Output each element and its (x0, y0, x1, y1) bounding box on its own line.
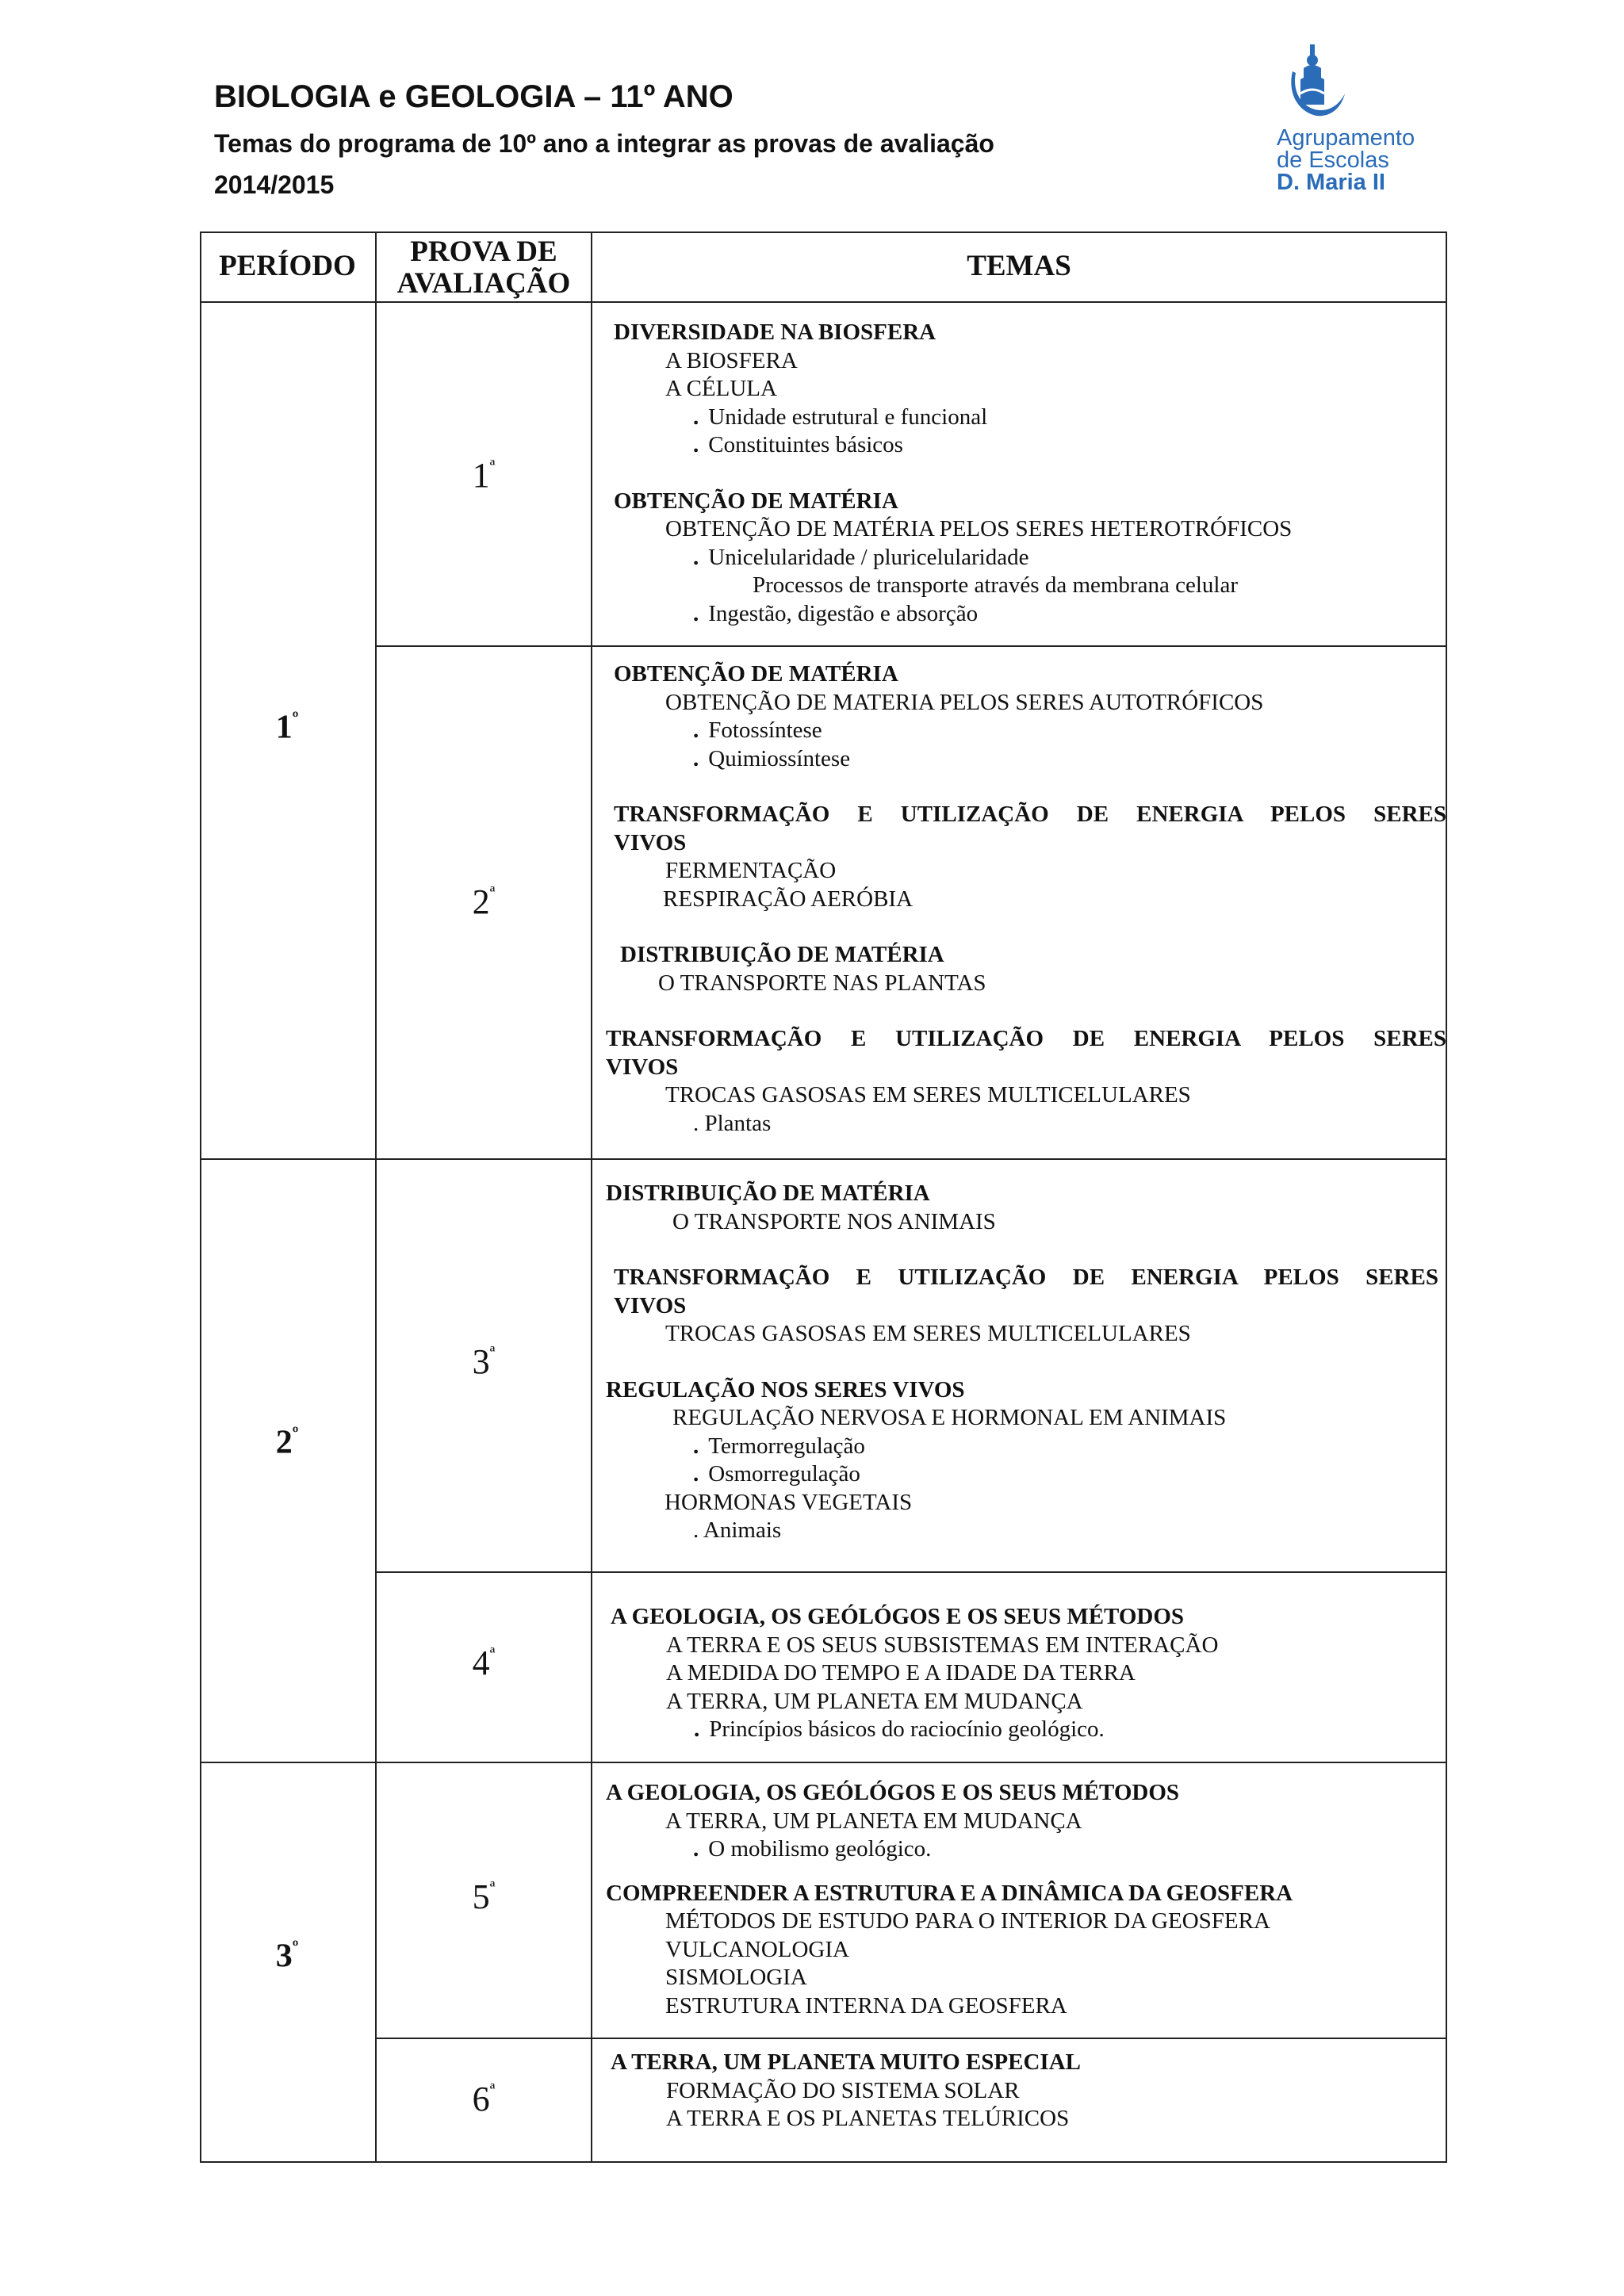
tema-subitem-text: Constituintes básicos (708, 432, 903, 457)
ordinal-suffix: º (292, 1422, 299, 1443)
prova-4-number: $4^ª$ (472, 1643, 496, 1682)
header-prova-line-1: PROVA DE (410, 235, 557, 268)
tema-item: O TRANSPORTE NAS PLANTAS (658, 970, 986, 996)
tema-subitem (611, 1716, 1443, 1744)
tema-subitem (614, 745, 1446, 774)
tema-item: ESTRUTURA INTERNA DA GEOSFERA (665, 1992, 1067, 2019)
header-divider (200, 301, 1447, 303)
temas-prova-3 (606, 1180, 1438, 1545)
temas-prova-5 (606, 1779, 1438, 2020)
table-border-bottom (200, 2161, 1447, 2163)
tema-subitem (614, 544, 1446, 572)
tema-subitem-text: Princípios básicos do raciocínio geológico. (709, 1716, 1105, 1742)
bullet-dot: . (693, 544, 699, 570)
temas-prova-2 (606, 660, 1446, 1138)
tema-item: RESPIRAÇÃO AERÓBIA (663, 886, 914, 912)
tema-heading: A GEOLOGIA, OS GEÓLÓGOS E OS SEUS MÉTODOS (606, 1780, 1180, 1805)
tema-item: OBTENÇÃO DE MATÉRIA PELOS SERES HETEROTRÓFICOS (665, 516, 1293, 541)
tema-heading: A GEOLOGIA, OS GEÓLÓGOS E OS SEUS MÉTODOS (611, 1604, 1185, 1629)
logo-line-1: Agrupamento (1277, 125, 1415, 151)
tema-subitem (606, 1835, 1438, 1864)
ordinal-suffix: ª (489, 455, 496, 477)
tema-item: O TRANSPORTE NOS ANIMAIS (672, 1208, 996, 1234)
prova-3 (377, 1341, 591, 1382)
tema-subitem-text: Unicelularidade / pluricelularidade (708, 544, 1029, 570)
tema-subitem-text: Quimiossíntese (708, 745, 851, 771)
prova-4 (377, 1643, 591, 1683)
spacer (606, 1236, 1438, 1264)
tema-item: HORMONAS VEGETAIS (665, 1489, 913, 1515)
tema-subitem: . Plantas (693, 1110, 772, 1136)
tema-heading: COMPREENDER A ESTRUTURA E A DINÂMICA DA GEOSFERA (606, 1880, 1293, 1906)
prova-6-number: $6^ª$ (472, 2079, 496, 2118)
tema-item: REGULAÇÃO NERVOSA E HORMONAL EM ANIMAIS (672, 1405, 1227, 1430)
ordinal-suffix: ª (489, 1877, 496, 1899)
tema-item: A TERRA, UM PLANETA EM MUDANÇA (666, 1688, 1083, 1714)
bullet-dot: . (693, 718, 699, 743)
header-prova (377, 236, 591, 300)
tema-item: A TERRA, UM PLANETA EM MUDANÇA (665, 1808, 1082, 1834)
column-divider-1 (375, 232, 377, 2163)
tema-subitem-text: Osmorregulação (708, 1461, 860, 1487)
tema-item: FORMAÇÃO DO SISTEMA SOLAR (666, 2077, 1020, 2103)
tema-item: VULCANOLOGIA (665, 1936, 849, 1962)
school-logo (1269, 38, 1459, 205)
bullet-dot: . (693, 1433, 699, 1459)
prova-5 (377, 1877, 591, 1917)
header-periodo: PERÍODO (219, 250, 356, 282)
tema-heading: TRANSFORMAÇÃO E UTILIZAÇÃO DE ENERGIA PELOS SERES (606, 1026, 1446, 1051)
prova-2 (377, 882, 591, 922)
prova-3-number: $3^ª$ (472, 1341, 496, 1381)
tema-heading: A TERRA, UM PLANETA MUITO ESPECIAL (611, 2049, 1081, 2075)
logo-line-2: de Escolas (1277, 147, 1389, 173)
spacer (606, 1349, 1438, 1376)
table-border-top (200, 232, 1447, 233)
tema-item: SISMOLOGIA (665, 1965, 807, 1990)
tema-heading: OBTENÇÃO DE MATÉRIA (614, 488, 898, 514)
tema-subitem-text: O mobilismo geológico. (708, 1836, 932, 1862)
ordinal-suffix: º (292, 707, 299, 728)
tema-item: A BIOSFERA (665, 347, 798, 373)
spacer (606, 1864, 1438, 1880)
bullet-dot: . (693, 745, 699, 771)
tema-heading: DIVERSIDADE NA BIOSFERA (614, 320, 936, 345)
period-divider-1 (200, 1158, 1447, 1160)
page-subtitle: Temas do programa de 10º ano a integrar as provas de avaliação (214, 129, 994, 158)
tema-subitem-text: Unidade estrutural e funcional (708, 404, 988, 430)
spacer (614, 913, 1446, 941)
prova-6 (377, 2079, 591, 2119)
temas-prova-1 (614, 319, 1446, 628)
tema-subsubitem: Processos de transporte através da membrana celular (753, 572, 1238, 598)
ordinal-suffix: ª (489, 2079, 496, 2101)
tema-subitem-text: Ingestão, digestão e absorção (708, 600, 979, 626)
prova-5-number: $5^ª$ (472, 1877, 496, 1916)
tema-heading: REGULAÇÃO NOS SERES VIVOS (606, 1376, 965, 1402)
tema-item: A TERRA E OS SEUS SUBSISTEMAS EM INTERAÇÃO (666, 1632, 1219, 1658)
ordinal-suffix: º (292, 1936, 299, 1957)
logo-line-3: D. Maria II (1277, 170, 1385, 195)
tema-heading: VIVOS (614, 829, 687, 855)
prova-divider-1-2 (375, 645, 1447, 647)
tema-subitem-text: Termorregulação (708, 1433, 865, 1459)
bullet-dot: . (693, 1461, 699, 1487)
tema-item: A MEDIDA DO TEMPO E A IDADE DA TERRA (666, 1660, 1136, 1686)
tema-subitem-text: Fotossíntese (708, 718, 822, 743)
school-year: 2014/2015 (214, 170, 335, 199)
tema-heading: DISTRIBUIÇÃO DE MATÉRIA (606, 1181, 930, 1206)
themes-table (200, 232, 1447, 2163)
period-1: $1^º$ (275, 707, 299, 746)
temas-prova-4 (611, 1603, 1443, 1744)
tema-item: FERMENTAÇÃO (665, 858, 837, 883)
bullet-dot: . (694, 1716, 700, 1742)
school-logo-icon (1269, 38, 1356, 125)
tema-subitem (614, 431, 1446, 460)
spacer (614, 997, 1446, 1025)
tema-item: TROCAS GASOSAS EM SERES MULTICELULARES (665, 1082, 1191, 1108)
bullet-dot: . (693, 600, 699, 626)
temas-prova-6 (611, 2049, 1443, 2133)
tema-item: MÉTODOS DE ESTUDO PARA O INTERIOR DA GEOSFERA (665, 1908, 1270, 1934)
page-title: BIOLOGIA e GEOLOGIA – 11º ANO (214, 79, 733, 114)
tema-heading: TRANSFORMAÇÃO E UTILIZAÇÃO DE ENERGIA PELOS SERES (614, 1265, 1438, 1290)
period-2: $2^º$ (275, 1422, 299, 1461)
bullet-dot: . (693, 432, 699, 457)
tema-subitem (606, 1433, 1438, 1461)
tema-item: OBTENÇÃO DE MATERIA PELOS SERES AUTOTRÓFICOS (665, 689, 1264, 715)
tema-heading: VIVOS (614, 1292, 687, 1318)
prova-1-number: $1^ª$ (472, 455, 496, 495)
prova-divider-3-4 (375, 1571, 1447, 1573)
tema-heading: OBTENÇÃO DE MATÉRIA (614, 661, 898, 687)
table-border-left (200, 232, 201, 2163)
prova-1 (377, 455, 591, 496)
bullet-dot: . (693, 404, 699, 430)
prova-divider-5-6 (375, 2038, 1447, 2039)
tema-heading: VIVOS (606, 1054, 679, 1080)
tema-subitem (614, 404, 1446, 432)
tema-subitem: . Animais (693, 1517, 782, 1543)
ordinal-suffix: ª (489, 1341, 496, 1364)
tema-subitem (606, 1460, 1438, 1489)
header-temas: TEMAS (967, 250, 1071, 282)
column-divider-2 (591, 232, 592, 2163)
tema-heading: TRANSFORMAÇÃO E UTILIZAÇÃO DE ENERGIA PELOS SERES (614, 802, 1446, 827)
period-3: $3^º$ (275, 1936, 299, 1975)
tema-item: A CÉLULA (665, 376, 777, 401)
spacer (614, 460, 1446, 488)
spacer (614, 773, 1446, 801)
bullet-dot: . (693, 1836, 699, 1862)
header-prova-line-2: AVALIAÇÃO (396, 267, 571, 300)
period-divider-2 (200, 1762, 1447, 1763)
tema-heading: DISTRIBUIÇÃO DE MATÉRIA (620, 942, 944, 967)
prova-2-number: $2^ª$ (472, 882, 496, 921)
ordinal-suffix: ª (489, 1643, 496, 1665)
tema-subitem (614, 717, 1446, 745)
tema-item: A TERRA E OS PLANETAS TELÚRICOS (666, 2106, 1070, 2131)
tema-subitem (614, 600, 1446, 629)
tema-item: TROCAS GASOSAS EM SERES MULTICELULARES (665, 1321, 1191, 1346)
ordinal-suffix: ª (489, 882, 496, 904)
